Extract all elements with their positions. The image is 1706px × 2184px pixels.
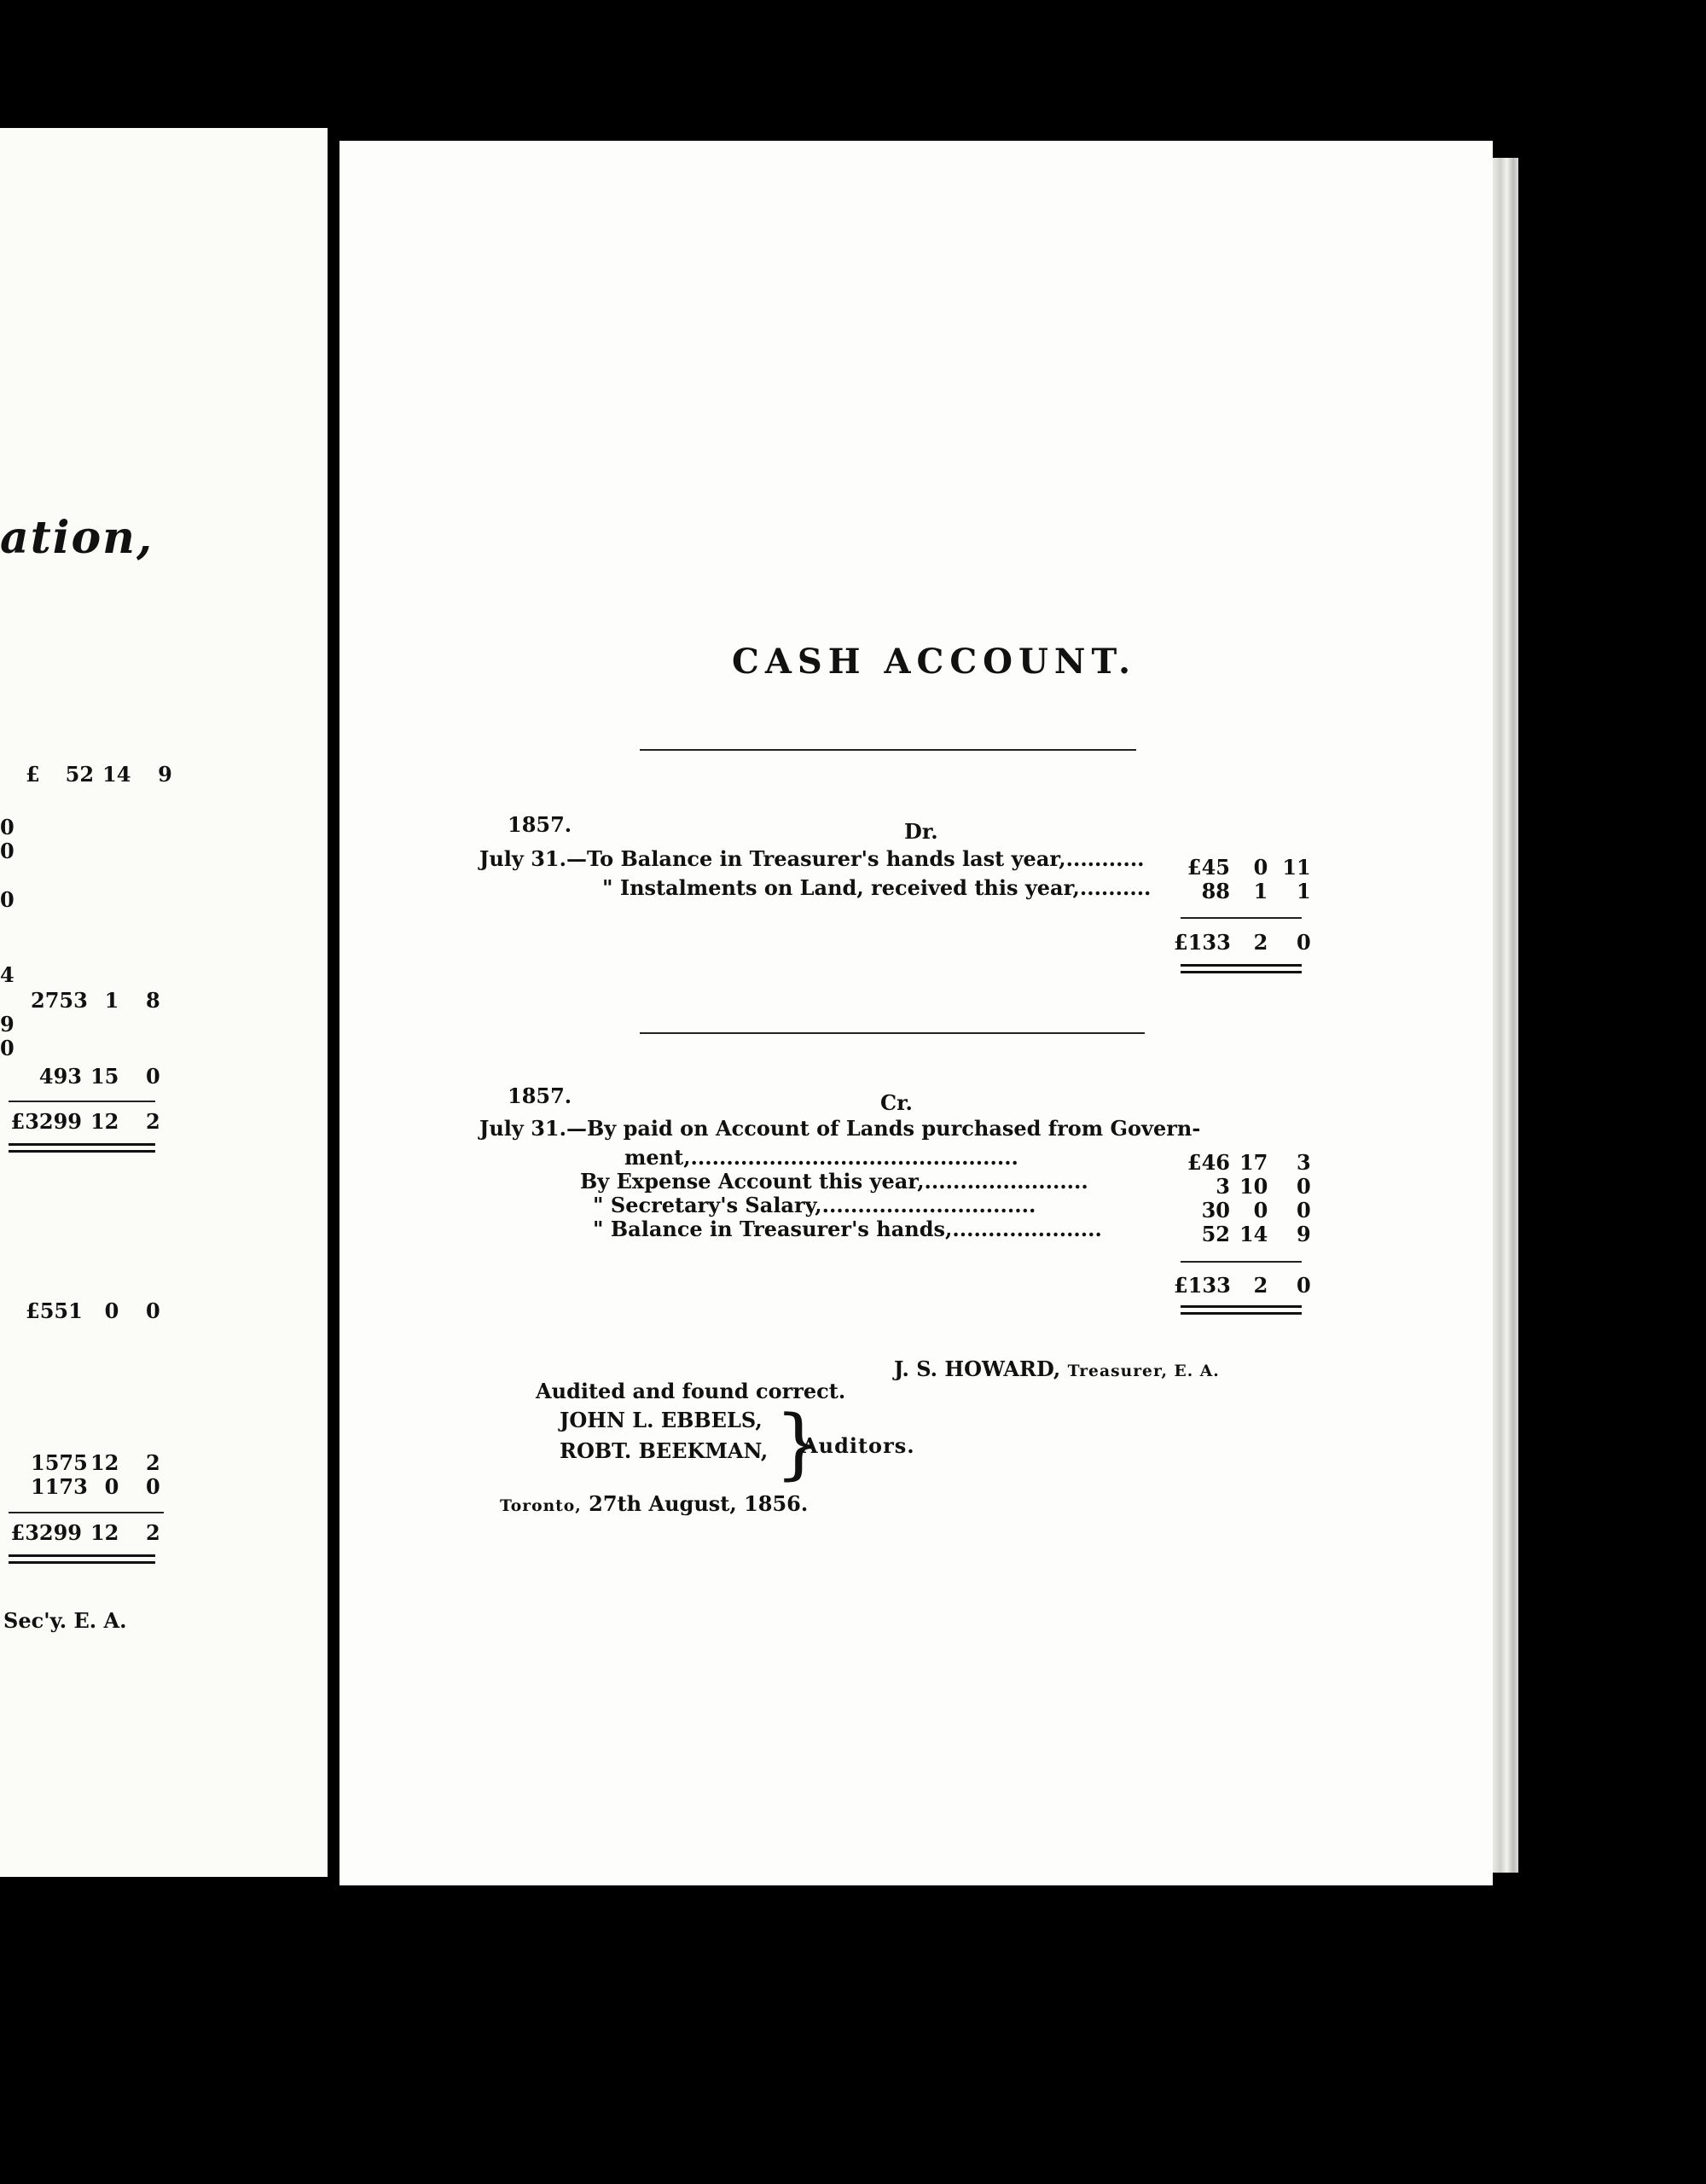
left-row-1-shillings: 14 <box>102 762 131 787</box>
left-row-5 <box>31 1450 160 1475</box>
cr-line-3-pence: 0 <box>1297 1198 1311 1223</box>
left-row-2 <box>31 988 160 1013</box>
cr-line-1-shillings: 17 <box>1239 1150 1268 1175</box>
treasurer-name: J. S. HOWARD, <box>894 1356 1061 1381</box>
left-sum-rule-1 <box>9 1101 155 1102</box>
dr-line-1-text: —To Balance in Treasurer's hands last year,........... <box>566 846 1145 871</box>
dr-total <box>1174 930 1311 955</box>
dr-line-1-pounds: £45 <box>1187 855 1230 880</box>
place: Toronto, <box>500 1496 582 1515</box>
dr-double-rule <box>1181 964 1302 973</box>
left-row-6-pence: 0 <box>146 1474 160 1499</box>
left-small-1: 4 <box>0 962 15 987</box>
audited-statement: Audited and found correct. <box>536 1379 846 1403</box>
left-zero-2: 0 <box>0 839 15 863</box>
left-row-1-pounds: 52 <box>65 762 95 787</box>
currency-symbol: £ <box>26 762 40 787</box>
book-spine <box>328 128 339 1885</box>
left-zero-1: 0 <box>0 815 15 839</box>
cr-year: 1857. <box>508 1083 572 1108</box>
cr-line-4-text: " Balance in Treasurer's hands,..................... <box>593 1217 1102 1241</box>
dr-line-2-pounds: 88 <box>1201 879 1230 903</box>
cr-line-2-pounds: 3 <box>1216 1174 1230 1199</box>
cr-line-4-shillings: 14 <box>1239 1222 1268 1246</box>
cr-line-3-amount <box>1182 1198 1311 1223</box>
left-row-5-shillings: 12 <box>90 1450 119 1475</box>
cr-line-2-text: By Expense Account this year,....................... <box>580 1169 1088 1194</box>
dr-line-2-text: " Instalments on Land, received this year,.......... <box>602 875 1152 900</box>
cr-line-4-pounds: 52 <box>1201 1222 1230 1246</box>
dr-line-2-pence: 1 <box>1297 879 1311 903</box>
cr-line-2-pence: 0 <box>1297 1174 1311 1199</box>
dr-line-2-shillings: 1 <box>1253 879 1268 903</box>
left-row-1 <box>26 762 172 787</box>
cr-sum-rule <box>1181 1261 1302 1263</box>
dr-year: 1857. <box>508 812 572 837</box>
left-double-rule-2 <box>9 1554 155 1564</box>
dr-date: July 31. <box>479 846 566 871</box>
left-row-1-pence: 9 <box>158 762 172 787</box>
cr-line-3-pounds: 30 <box>1201 1198 1230 1223</box>
left-signature: Sec'y. E. A. <box>3 1608 127 1633</box>
date: 27th August, 1856. <box>589 1491 809 1516</box>
section-rule <box>640 1032 1145 1034</box>
left-row-2-pounds: 2753 <box>31 988 88 1013</box>
cr-total-pounds: £133 <box>1174 1273 1231 1298</box>
cr-line-2-amount <box>1182 1174 1311 1199</box>
left-total-1-shillings: 12 <box>90 1109 119 1134</box>
cr-total-pence: 0 <box>1297 1273 1311 1298</box>
dr-sum-rule <box>1181 917 1302 919</box>
page-title: CASH ACCOUNT. <box>732 642 1137 682</box>
cr-line-3-shillings: 0 <box>1253 1198 1268 1223</box>
left-row-3-pence: 0 <box>146 1064 160 1089</box>
left-row-4-pounds: £551 <box>26 1298 83 1323</box>
dr-line-1 <box>479 846 1145 871</box>
left-row-2-pence: 8 <box>146 988 160 1013</box>
left-small-3: 0 <box>0 1036 15 1060</box>
cr-label: Cr. <box>880 1090 913 1115</box>
left-total-2-pounds: £3299 <box>10 1520 82 1545</box>
cr-line-1-amount <box>1182 1150 1311 1175</box>
cr-line-1-text: ment,.............................................. <box>624 1145 1018 1170</box>
left-total-1 <box>9 1109 160 1134</box>
cr-double-rule <box>1181 1305 1302 1315</box>
cr-line-intro <box>479 1116 1200 1141</box>
left-double-rule-1 <box>9 1143 155 1153</box>
treasurer-signature <box>894 1356 1220 1381</box>
dr-label: Dr. <box>904 819 938 844</box>
left-row-5-pence: 2 <box>146 1450 160 1475</box>
left-heading-fragment: ation, <box>0 512 154 564</box>
dr-total-shillings: 2 <box>1253 930 1268 955</box>
dr-line-1-pence: 11 <box>1282 855 1311 880</box>
left-zero-3: 0 <box>0 887 15 912</box>
cr-date: July 31. <box>479 1116 566 1141</box>
left-small-2: 9 <box>0 1012 15 1037</box>
left-total-2-shillings: 12 <box>90 1520 119 1545</box>
left-row-4-pence: 0 <box>146 1298 160 1323</box>
auditor-2: ROBT. BEEKMAN, <box>560 1438 769 1463</box>
dr-line-1-amount <box>1177 855 1311 880</box>
left-row-3 <box>31 1064 160 1089</box>
cr-line-1-pounds: £46 <box>1187 1150 1230 1175</box>
cr-line-4-pence: 9 <box>1297 1222 1311 1246</box>
cr-total <box>1174 1273 1311 1298</box>
left-row-5-pounds: 1575 <box>31 1450 88 1475</box>
left-total-2-pence: 2 <box>146 1520 160 1545</box>
right-page <box>339 141 1493 1885</box>
title-rule <box>640 749 1136 751</box>
treasurer-title: Treasurer, E. A. <box>1067 1362 1220 1380</box>
auditors-brace: } <box>775 1399 824 1489</box>
left-row-6-shillings: 0 <box>104 1474 119 1499</box>
cr-line-4-amount <box>1182 1222 1311 1246</box>
left-row-6 <box>31 1474 160 1499</box>
left-total-1-pounds: £3299 <box>10 1109 82 1134</box>
dr-line-1-shillings: 0 <box>1253 855 1268 880</box>
cr-line-3-text: " Secretary's Salary,.............................. <box>593 1193 1036 1217</box>
left-row-4-shillings: 0 <box>104 1298 119 1323</box>
place-date <box>500 1491 808 1516</box>
left-sum-rule-2 <box>9 1512 164 1513</box>
left-row-6-pounds: 1173 <box>31 1474 88 1499</box>
left-row-4 <box>26 1298 160 1323</box>
left-row-2-shillings: 1 <box>104 988 119 1013</box>
cr-total-shillings: 2 <box>1253 1273 1268 1298</box>
dr-line-2-amount <box>1177 879 1311 903</box>
left-total-1-pence: 2 <box>146 1109 160 1134</box>
page-edge <box>1493 158 1518 1873</box>
auditor-1: JOHN L. EBBELS, <box>560 1408 763 1432</box>
cr-line-2-shillings: 10 <box>1239 1174 1268 1199</box>
auditors-label: Auditors. <box>802 1433 915 1458</box>
left-row-3-pounds: 493 <box>38 1064 82 1089</box>
dr-total-pence: 0 <box>1297 930 1311 955</box>
cr-line-1-pence: 3 <box>1297 1150 1311 1175</box>
left-row-3-shillings: 15 <box>90 1064 119 1089</box>
left-total-2 <box>9 1520 160 1545</box>
cr-line-intro-text: —By paid on Account of Lands purchased from Govern- <box>566 1116 1201 1141</box>
dr-total-pounds: £133 <box>1174 930 1231 955</box>
